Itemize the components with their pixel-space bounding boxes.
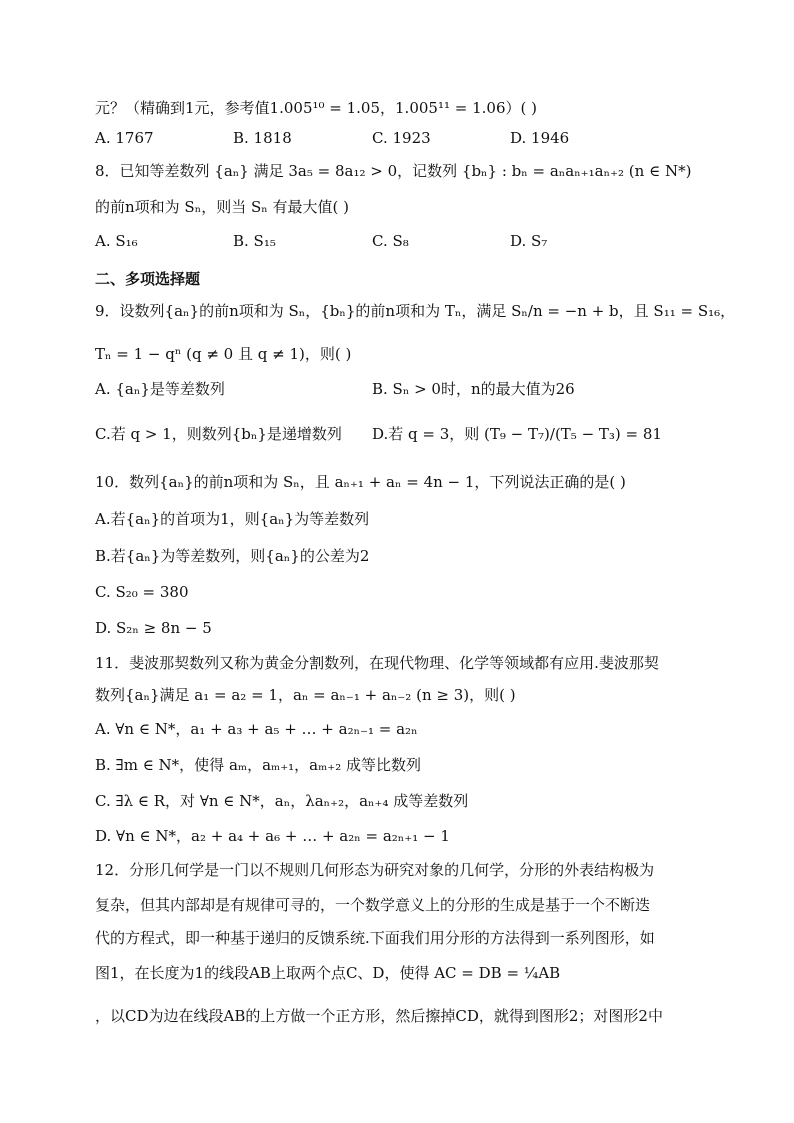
q12-stem-line-3: 代的方程式，即一种基于递归的反馈系统.下面我们用分形的方法得到一系列图形，如 <box>95 929 655 947</box>
q11-stem-line-1: 11．斐波那契数列又称为黄金分割数列，在现代物理、化学等领域都有应用.斐波那契 <box>95 654 659 672</box>
q12-stem-line-2: 复杂，但其内部却是有规律可寻的，一个数学意义上的分形的生成是基于一个不断迭 <box>95 896 651 914</box>
q9-stem-line-1: 9．设数列{aₙ}的前n项和为 Sₙ，{bₙ}的前n项和为 Tₙ，满足 Sₙ/n = −n + b，且 S₁₁ = S₁₆， <box>95 302 736 320</box>
q7-option-d: D. 1946 <box>510 129 570 147</box>
q9-option-b: B. Sₙ > 0时，n的最大值为26 <box>372 380 575 398</box>
q12-stem-line-5: ，以CD为边在线段AB的上方做一个正方形，然后擦掉CD，就得到图形2；对图形2中 <box>95 1007 663 1025</box>
section-heading-multiple-choice: 二、多项选择题 <box>95 270 201 288</box>
q9-option-c: C.若 q > 1，则数列{bₙ}是递增数列 <box>95 425 342 443</box>
q8-option-b: B. S₁₅ <box>233 232 276 250</box>
q7-tail-line: 元？（精确到1元，参考值1.005¹⁰ = 1.05，1.005¹¹ = 1.06）( ) <box>95 99 537 117</box>
q11-stem-line-2: 数列{aₙ}满足 a₁ = a₂ = 1，aₙ = aₙ₋₁ + aₙ₋₂ (n ≥ 3)，则( ) <box>95 686 516 704</box>
q7-option-a: A. 1767 <box>95 129 154 147</box>
q10-option-d: D. S₂ₙ ≥ 8n − 5 <box>95 619 212 637</box>
q7-option-b: B. 1818 <box>233 129 292 147</box>
q9-stem-line-2: Tₙ = 1 − qⁿ (q ≠ 0 且 q ≠ 1)，则( ) <box>95 345 352 363</box>
q8-stem-line-2: 的前n项和为 Sₙ，则当 Sₙ 有最大值( ) <box>95 198 349 216</box>
q12-stem-line-1: 12．分形几何学是一门以不规则几何形态为研究对象的几何学，分形的外表结构极为 <box>95 861 655 879</box>
q8-option-d: D. S₇ <box>510 232 548 250</box>
q8-option-c: C. S₈ <box>372 232 409 250</box>
q11-option-a: A. ∀n ∈ N*，a₁ + a₃ + a₅ + … + a₂ₙ₋₁ = a₂ₙ <box>95 720 418 738</box>
q8-option-a: A. S₁₆ <box>95 232 138 250</box>
q11-option-b: B. ∃m ∈ N*，使得 aₘ，aₘ₊₁，aₘ₊₂ 成等比数列 <box>95 756 422 774</box>
q10-stem: 10．数列{aₙ}的前n项和为 Sₙ，且 aₙ₊₁ + aₙ = 4n − 1，下列说法正确的是( ) <box>95 473 626 491</box>
q10-option-c: C. S₂₀ = 380 <box>95 583 189 601</box>
q9-option-a: A. {aₙ}是等差数列 <box>95 380 225 398</box>
q7-option-c: C. 1923 <box>372 129 431 147</box>
q12-stem-line-4: 图1，在长度为1的线段AB上取两个点C、D，使得 AC = DB = ¼AB <box>95 964 561 982</box>
q11-option-c: C. ∃λ ∈ R，对 ∀n ∈ N*，aₙ，λaₙ₊₂，aₙ₊₄ 成等差数列 <box>95 792 469 810</box>
q9-option-d: D.若 q = 3，则 (T₉ − T₇)/(T₅ − T₃) = 81 <box>372 425 662 443</box>
q10-option-a: A.若{aₙ}的首项为1，则{aₙ}为等差数列 <box>95 510 370 528</box>
q10-option-b: B.若{aₙ}为等差数列，则{aₙ}的公差为2 <box>95 547 370 565</box>
q8-stem-line-1: 8．已知等差数列 {aₙ} 满足 3a₅ = 8a₁₂ > 0，记数列 {bₙ} : bₙ = aₙaₙ₊₁aₙ₊₂ (n ∈ N*) <box>95 162 692 180</box>
q11-option-d: D. ∀n ∈ N*，a₂ + a₄ + a₆ + … + a₂ₙ = a₂ₙ₊₁ − 1 <box>95 827 450 845</box>
